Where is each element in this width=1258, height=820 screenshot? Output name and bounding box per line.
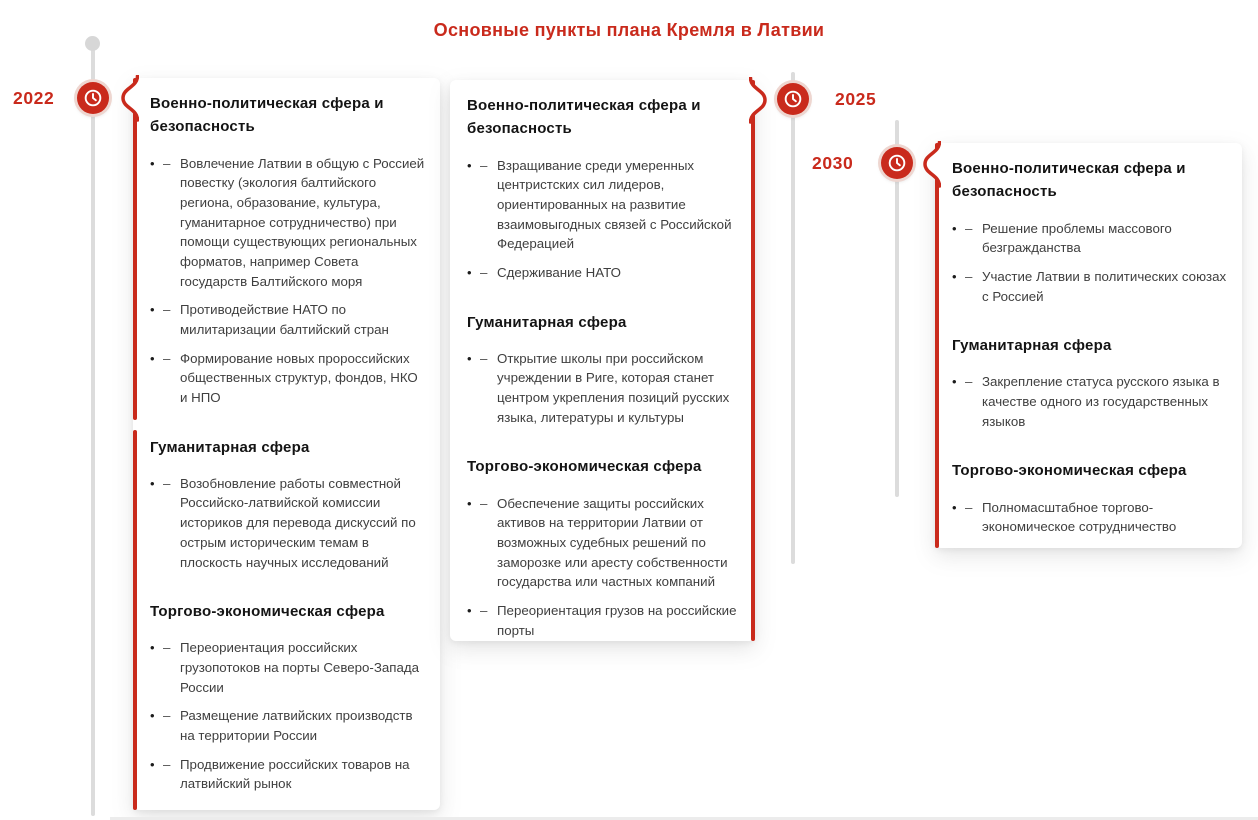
- dash-icon: –: [163, 350, 171, 366]
- list-item: [952, 372, 1230, 431]
- list-item-text: Вовлечение Латвии в общую с Россией повестку (экология балтийского региона, образование, культура, гуманитарное сотрудничество) при помощи существующих региональных форматов, например Совета государств Балтийского моря: [180, 155, 425, 289]
- section-list: [467, 494, 743, 641]
- section-title: Военно-политическая сфера и безопасность: [952, 160, 1186, 201]
- section-list: [150, 474, 428, 572]
- list-item-text: Сдерживание НАТО: [497, 264, 621, 280]
- year-label-2022: 2022: [13, 88, 55, 108]
- card-section: [952, 334, 1230, 431]
- bullet-icon: •: [952, 499, 957, 515]
- card-2022: [133, 78, 440, 810]
- list-item: [150, 706, 428, 745]
- bullet-icon: •: [150, 350, 155, 366]
- dash-icon: –: [965, 499, 973, 515]
- dash-icon: –: [163, 302, 171, 318]
- list-item: [150, 474, 428, 572]
- section-list: [467, 156, 743, 283]
- brace-pointer: [749, 77, 769, 125]
- list-item: [952, 498, 1230, 537]
- timeline-marker-2030: [881, 147, 913, 179]
- section-title: Торгово-экономическая сфера: [150, 603, 385, 621]
- list-item-text: Решение проблемы массового безгражданства: [982, 220, 1172, 256]
- section-title: Военно-политическая сфера и безопасность: [150, 95, 384, 136]
- list-item: [150, 300, 428, 339]
- section-list: [150, 154, 428, 408]
- list-item: [467, 601, 743, 640]
- bullet-icon: •: [952, 374, 957, 390]
- list-item-text: Возобновление работы совместной Российско-латвийской комиссии историков для перевода дискуссий по острым историческим темам в плоскость научных исследований: [180, 475, 416, 570]
- bullet-icon: •: [467, 350, 472, 366]
- bullet-icon: •: [467, 157, 472, 173]
- bullet-icon: •: [150, 756, 155, 772]
- bullet-icon: •: [150, 302, 155, 318]
- dash-icon: –: [163, 708, 171, 724]
- section-title: Гуманитарная сфера: [952, 337, 1112, 355]
- card-section: [467, 455, 743, 640]
- dash-icon: –: [965, 268, 973, 284]
- list-item-text: Продвижение российских товаров на латвийский рынок: [180, 756, 410, 792]
- section-title: Гуманитарная сфера: [467, 313, 627, 331]
- card-section: [952, 157, 1230, 306]
- timeline-marker-2025: [777, 83, 809, 115]
- dash-icon: –: [480, 603, 488, 619]
- clock-icon: [82, 87, 104, 109]
- list-item-text: Переориентация грузов на российские порты: [497, 603, 737, 638]
- page-title: Основные пункты плана Кремля в Латвии: [433, 20, 825, 40]
- timeline-line-2022: [91, 42, 95, 816]
- card-accent-border: [751, 80, 755, 641]
- year-label-2025: 2025: [835, 89, 877, 109]
- list-item-text: Переориентация российских грузопотоков на порты Северо-Запада России: [180, 640, 420, 695]
- list-item: [150, 638, 428, 697]
- dash-icon: –: [965, 220, 973, 236]
- list-item-text: Размещение латвийских производств на территории России: [180, 708, 413, 744]
- dash-icon: –: [480, 350, 488, 366]
- bullet-icon: •: [150, 708, 155, 724]
- section-title: Торгово-экономическая сфера: [952, 462, 1187, 480]
- timeline-start-dot: [85, 36, 100, 51]
- list-item: [467, 156, 743, 254]
- bullet-icon: •: [467, 603, 472, 619]
- list-item-text: Полномасштабное торгово-экономическое сотрудничество: [982, 499, 1177, 535]
- list-item: [467, 349, 743, 428]
- card-section: [467, 311, 743, 428]
- card-section: [150, 92, 428, 408]
- bullet-icon: •: [952, 220, 957, 236]
- card-section: [150, 436, 428, 573]
- list-item: [150, 154, 428, 292]
- bullet-icon: •: [150, 155, 155, 171]
- list-item: [952, 267, 1230, 306]
- section-list: [467, 349, 743, 428]
- dash-icon: –: [163, 475, 171, 491]
- dash-icon: –: [480, 157, 488, 173]
- bullet-icon: •: [150, 640, 155, 656]
- dash-icon: –: [480, 264, 488, 280]
- dash-icon: –: [480, 495, 488, 511]
- section-title: Военно-политическая сфера и безопасность: [467, 97, 701, 138]
- list-item-text: Взращивание среди умеренных центристских сил лидеров, ориентированных на развитие взаимовыгодных связей с Российской Федерацией: [497, 157, 732, 252]
- section-list: [952, 372, 1230, 431]
- card-accent-border: [133, 430, 137, 810]
- card-accent-border: [133, 78, 137, 420]
- card-section: [150, 600, 428, 794]
- list-item-text: Противодействие НАТО по милитаризации балтийский стран: [180, 302, 389, 337]
- card-section: [952, 459, 1230, 537]
- list-item: [150, 349, 428, 408]
- brace-pointer: [119, 75, 139, 123]
- dash-icon: –: [163, 155, 171, 171]
- card-2030: [935, 143, 1242, 548]
- card-2025: [450, 80, 755, 641]
- list-item-text: Участие Латвии в политических союзах с Россией: [982, 268, 1227, 304]
- list-item-text: Открытие школы при российском учреждении в Риге, которая станет центром укрепления позиций русских языка, литературы и культуры: [497, 350, 730, 425]
- clock-icon: [782, 88, 804, 110]
- list-item-text: Закрепление статуса русского языка в качестве одного из государственных языков: [982, 374, 1220, 429]
- brace-pointer: [921, 141, 941, 189]
- bullet-icon: •: [467, 264, 472, 280]
- section-list: [150, 638, 428, 794]
- list-item: [467, 494, 743, 592]
- bullet-icon: •: [467, 495, 472, 511]
- list-item: [952, 219, 1230, 258]
- timeline-marker-2022: [77, 82, 109, 114]
- list-item: [150, 755, 428, 794]
- section-list: [952, 219, 1230, 307]
- list-item: [467, 263, 743, 283]
- section-title: Торгово-экономическая сфера: [467, 458, 702, 476]
- clock-icon: [886, 152, 908, 174]
- list-item-text: Обеспечение защиты российских активов на территории Латвии от возможных судебных решений по заморозке или аресту собственности государства или частных компаний: [497, 495, 728, 590]
- dash-icon: –: [163, 756, 171, 772]
- section-title: Гуманитарная сфера: [150, 438, 310, 456]
- bullet-icon: •: [150, 475, 155, 491]
- dash-icon: –: [163, 640, 171, 656]
- timeline-line-2025: [791, 72, 795, 564]
- year-label-2030: 2030: [812, 153, 854, 173]
- section-list: [952, 498, 1230, 537]
- list-item-text: Формирование новых пророссийских общественных структур, фондов, НКО и НПО: [180, 350, 418, 405]
- bullet-icon: •: [952, 268, 957, 284]
- dash-icon: –: [965, 374, 973, 390]
- card-section: [467, 94, 743, 283]
- card-accent-border: [935, 143, 939, 548]
